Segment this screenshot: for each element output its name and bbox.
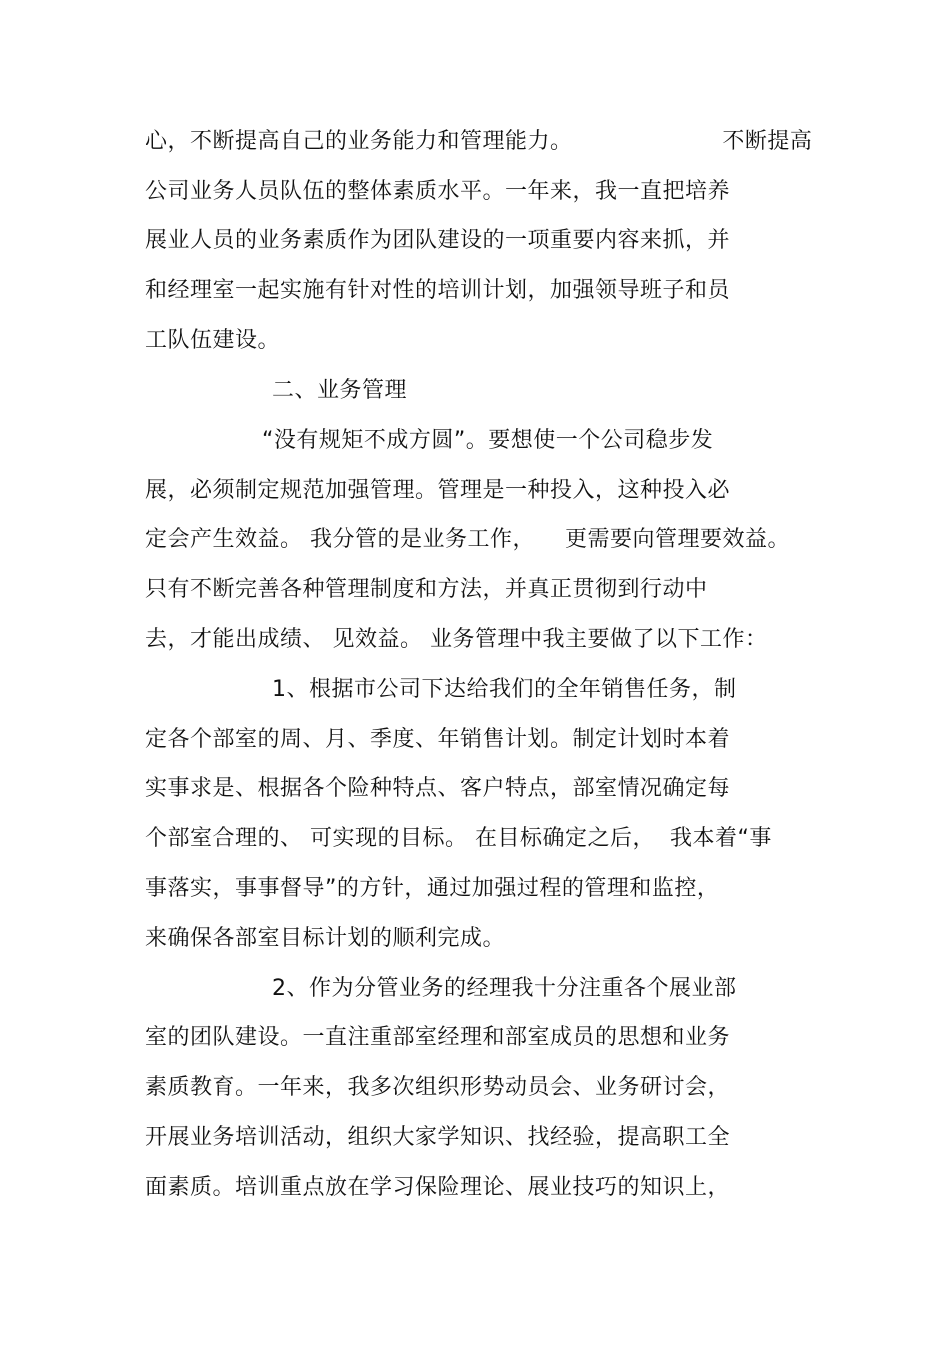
text-line: 实事求是、根据各个险种特点、客户特点，部室情况确定每 — [145, 776, 731, 801]
text-line: 开展业务培训活动，组织大家学知识、找经验，提高职工全 — [145, 1125, 731, 1150]
text-line: 工队伍建设。 — [145, 328, 281, 353]
text-line: 素质教育。一年来，我多次组织形势动员会、业务研讨会， — [145, 1075, 731, 1100]
text-line: 只有不断完善各种管理制度和方法，并真正贯彻到行动中 — [145, 577, 708, 602]
text-line: 事落实，事事督导”的方针，通过加强过程的管理和监控， — [145, 876, 720, 901]
text-line: “没有规矩不成方圆”。要想使一个公司稳步发 — [262, 428, 714, 453]
text-line: 和经理室一起实施有针对性的培训计划，加强领导班子和员 — [145, 278, 731, 303]
text-line: 公司业务人员队伍的整体素质水平。一年来，我一直把培养 — [145, 179, 731, 204]
text-line: 室的团队建设。一直注重部室经理和部室成员的思想和业务 — [145, 1025, 731, 1050]
text-line: 定各个部室的周、月、季度、年销售计划。制定计划时本着 — [145, 727, 731, 752]
text-line: 心，不断提高自己的业务能力和管理能力。 不断提高 — [145, 129, 813, 154]
text-line: 定会产生效益。 我分管的是业务工作， 更需要向管理要效益。 — [145, 527, 790, 552]
text-line: 展业人员的业务素质作为团队建设的一项重要内容来抓，并 — [145, 228, 731, 253]
text-line: 面素质。培训重点放在学习保险理论、展业技巧的知识上， — [145, 1175, 731, 1200]
text-line: 展，必须制定规范加强管理。管理是一种投入，这种投入必 — [145, 478, 731, 503]
text-line: 个部室合理的、 可实现的目标。 在目标确定之后， 我本着“事 — [145, 826, 772, 851]
text-line: 2、作为分管业务的经理我十分注重各个展业部 — [272, 976, 737, 1001]
text-line: 去，才能出成绩、 见效益。 业务管理中我主要做了以下工作： — [145, 627, 768, 652]
section-heading: 二、业务管理 — [272, 378, 408, 403]
text-line: 1、根据市公司下达给我们的全年销售任务，制 — [272, 677, 737, 702]
text-line: 来确保各部室目标计划的顺利完成。 — [145, 926, 506, 951]
